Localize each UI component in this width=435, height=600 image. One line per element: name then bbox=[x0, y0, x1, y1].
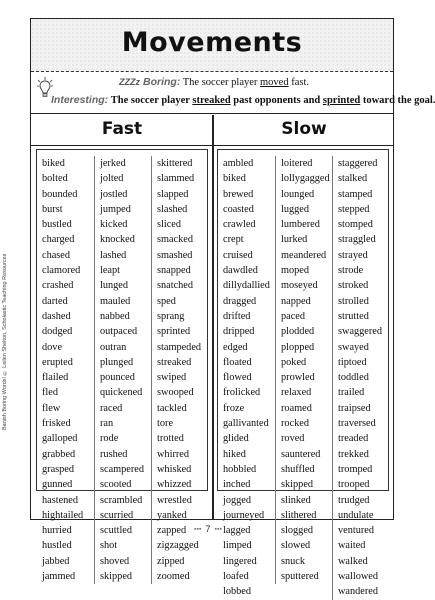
boring-label: Boring: bbox=[143, 76, 181, 88]
word-item: gallivanted bbox=[223, 418, 269, 430]
word-item: lingered bbox=[223, 555, 257, 567]
word-item: dodged bbox=[42, 326, 73, 338]
word-item: cruised bbox=[223, 249, 253, 261]
word-item: hobbled bbox=[223, 463, 257, 475]
word-item: wallowed bbox=[338, 571, 379, 583]
word-item: kicked bbox=[100, 219, 128, 231]
word-item: stomped bbox=[338, 219, 373, 231]
interesting-example bbox=[51, 94, 435, 106]
page-footer bbox=[0, 524, 416, 534]
word-item: trailed bbox=[338, 387, 365, 399]
word-item: frisked bbox=[42, 418, 71, 430]
word-item: undulate bbox=[338, 509, 374, 521]
word-item: crept bbox=[223, 234, 244, 246]
word-item: tromped bbox=[338, 463, 373, 475]
word-item: roamed bbox=[281, 402, 312, 414]
word-item: slashed bbox=[157, 203, 188, 215]
word-item: hastened bbox=[42, 494, 79, 506]
word-item: dragged bbox=[223, 295, 257, 307]
boring-word: moved bbox=[260, 77, 289, 88]
word-item: lashed bbox=[100, 249, 127, 261]
word-item: glided bbox=[223, 433, 249, 445]
word-item: shoved bbox=[100, 555, 130, 567]
word-item: biked bbox=[223, 173, 246, 185]
fast-column-1 bbox=[37, 156, 94, 584]
word-item: biked bbox=[42, 158, 65, 169]
word-item: swiped bbox=[157, 372, 187, 384]
word-item: scuttled bbox=[100, 525, 133, 537]
word-item: grabbed bbox=[42, 448, 76, 460]
word-item: inched bbox=[223, 479, 251, 491]
word-item: plunged bbox=[100, 356, 134, 368]
word-item: trudged bbox=[338, 494, 370, 506]
word-item: relaxed bbox=[281, 387, 312, 399]
word-item: burst bbox=[42, 203, 63, 215]
word-item: scurried bbox=[100, 509, 134, 521]
word-item: loitered bbox=[281, 158, 313, 169]
word-item: smashed bbox=[157, 249, 193, 261]
word-item: trekked bbox=[338, 448, 369, 460]
word-item: dripped bbox=[223, 326, 255, 338]
word-item: skipped bbox=[100, 571, 133, 583]
word-item: jolted bbox=[100, 173, 124, 185]
word-item: whizzed bbox=[157, 479, 192, 491]
word-item: sputtered bbox=[281, 571, 319, 583]
word-item: sliced bbox=[157, 219, 182, 231]
word-item: lagged bbox=[223, 525, 251, 537]
word-item: loafed bbox=[223, 571, 249, 583]
word-item: ran bbox=[100, 418, 114, 430]
fast-word-list bbox=[36, 149, 208, 583]
word-item: jabbed bbox=[42, 555, 70, 567]
word-item: roved bbox=[281, 433, 305, 445]
center-divider bbox=[212, 115, 214, 519]
word-item: poked bbox=[281, 356, 307, 368]
interesting-word-1: streaked bbox=[192, 95, 231, 106]
slow-heading: Slow bbox=[281, 119, 327, 139]
word-item: lugged bbox=[281, 203, 310, 215]
word-item: lunged bbox=[100, 280, 129, 292]
word-item: jerked bbox=[100, 158, 126, 169]
word-item: whirred bbox=[157, 448, 190, 460]
word-item: slinked bbox=[281, 494, 311, 506]
word-item: froze bbox=[223, 402, 245, 414]
word-item: dawdled bbox=[223, 265, 258, 277]
word-item: tore bbox=[157, 418, 174, 430]
word-item: lobbed bbox=[223, 586, 252, 598]
word-item: napped bbox=[281, 295, 311, 307]
word-item: jammed bbox=[42, 571, 76, 583]
example-sentences bbox=[31, 71, 435, 114]
fast-heading: Fast bbox=[101, 119, 143, 139]
word-item: gunned bbox=[42, 479, 73, 491]
word-item: ventured bbox=[338, 525, 375, 537]
word-item: flew bbox=[42, 402, 61, 414]
word-item: shuffled bbox=[281, 463, 315, 475]
word-item: pounced bbox=[100, 372, 135, 384]
word-item: slowed bbox=[281, 540, 311, 552]
boring-text: The soccer player bbox=[182, 77, 261, 88]
word-item: strutted bbox=[338, 310, 369, 322]
word-item: galloped bbox=[42, 433, 78, 445]
word-item: slammed bbox=[157, 173, 195, 185]
word-item: sped bbox=[157, 295, 176, 307]
word-item: swaggered bbox=[338, 326, 383, 338]
word-item: stepped bbox=[338, 203, 370, 215]
interesting-text: The soccer player bbox=[110, 95, 193, 106]
word-item: rushed bbox=[100, 448, 128, 460]
word-item: stalked bbox=[338, 173, 368, 185]
word-item: outpaced bbox=[100, 326, 138, 338]
word-item: swayed bbox=[338, 341, 369, 353]
word-item: erupted bbox=[42, 356, 73, 368]
word-item: plopped bbox=[281, 341, 315, 353]
word-item: lumbered bbox=[281, 219, 320, 231]
word-item: leapt bbox=[100, 265, 121, 277]
word-item: bustled bbox=[42, 219, 72, 231]
word-item: lollygagged bbox=[281, 173, 330, 185]
word-item: quickened bbox=[100, 387, 143, 399]
word-item: mauled bbox=[100, 295, 131, 307]
fast-column-2 bbox=[94, 156, 152, 584]
word-item: yanked bbox=[157, 509, 187, 521]
word-item: fled bbox=[42, 387, 59, 399]
word-item: prowled bbox=[281, 372, 315, 384]
word-item: hurried bbox=[42, 525, 72, 537]
word-item: strolled bbox=[338, 295, 369, 307]
word-item: rocked bbox=[281, 418, 310, 430]
word-item: hustled bbox=[42, 540, 72, 552]
interesting-text-end: toward the goal. bbox=[360, 95, 435, 106]
word-item: skipped bbox=[281, 479, 314, 491]
word-item: tiptoed bbox=[338, 356, 367, 368]
boring-example bbox=[119, 76, 309, 88]
word-item: nabbed bbox=[100, 310, 130, 322]
word-item: wrestled bbox=[157, 494, 192, 506]
word-item: grasped bbox=[42, 463, 75, 475]
word-item: darted bbox=[42, 295, 68, 307]
word-item: moseyed bbox=[281, 280, 318, 292]
word-item: trotted bbox=[157, 433, 184, 445]
word-item: bolted bbox=[42, 173, 68, 185]
word-item: lurked bbox=[281, 234, 308, 246]
word-item: zapped bbox=[157, 525, 187, 537]
word-item: meandered bbox=[281, 249, 327, 261]
footer-ornament-right: ▪▪▪ bbox=[214, 526, 222, 534]
word-item: hiked bbox=[223, 448, 246, 460]
word-item: snapped bbox=[157, 265, 191, 277]
word-item: charged bbox=[42, 234, 75, 246]
word-item: dove bbox=[42, 341, 63, 353]
word-item: bounded bbox=[42, 188, 78, 200]
word-item: flailed bbox=[42, 372, 69, 384]
boring-text-end: fast. bbox=[288, 77, 310, 88]
word-item: waited bbox=[338, 540, 366, 552]
word-item: paced bbox=[281, 310, 306, 322]
word-item: sprinted bbox=[157, 326, 191, 338]
interesting-word-2: sprinted bbox=[322, 95, 361, 106]
word-item: clamored bbox=[42, 265, 81, 277]
word-item: flowed bbox=[223, 372, 252, 384]
word-item: jogged bbox=[223, 494, 252, 506]
word-item: snatched bbox=[157, 280, 194, 292]
word-item: hightailed bbox=[42, 509, 84, 521]
word-item: crawled bbox=[223, 219, 256, 231]
page-title: Movements bbox=[121, 27, 303, 58]
zzz-icon: ZZZz bbox=[119, 77, 140, 87]
word-item: scampered bbox=[100, 463, 145, 475]
word-item: sauntered bbox=[281, 448, 321, 460]
word-item: plodded bbox=[281, 326, 315, 338]
word-item: scooted bbox=[100, 479, 132, 491]
word-item: knocked bbox=[100, 234, 135, 246]
word-item: dashed bbox=[42, 310, 71, 322]
word-item: snuck bbox=[281, 555, 306, 567]
word-item: straggled bbox=[338, 234, 376, 246]
word-item: drifted bbox=[223, 310, 251, 322]
word-item: scrambled bbox=[100, 494, 143, 506]
word-item: zoomed bbox=[157, 571, 190, 583]
interesting-text-mid: past opponents and bbox=[230, 95, 323, 106]
word-item: whisked bbox=[157, 463, 192, 475]
word-item: walked bbox=[338, 555, 368, 567]
word-item: stamped bbox=[338, 188, 373, 200]
word-item: trooped bbox=[338, 479, 370, 491]
word-item: streaked bbox=[157, 356, 192, 368]
word-item: swooped bbox=[157, 387, 194, 399]
word-item: limped bbox=[223, 540, 252, 552]
fast-column-3 bbox=[151, 156, 209, 584]
word-item: sprang bbox=[157, 310, 185, 322]
word-item: slithered bbox=[281, 509, 317, 521]
word-item: wandered bbox=[338, 586, 379, 598]
word-item: journeyed bbox=[223, 509, 265, 521]
worksheet-frame bbox=[30, 18, 435, 598]
word-item: ambled bbox=[223, 158, 254, 169]
word-item: slogged bbox=[281, 525, 314, 537]
word-item: traipsed bbox=[338, 402, 371, 414]
word-item: coasted bbox=[223, 203, 254, 215]
word-item: crashed bbox=[42, 280, 74, 292]
slow-column-2 bbox=[275, 156, 333, 584]
word-item: toddled bbox=[338, 372, 369, 384]
slow-word-list bbox=[217, 149, 389, 598]
word-item: edged bbox=[223, 341, 248, 353]
word-item: moped bbox=[281, 265, 310, 277]
word-item: strode bbox=[338, 265, 364, 277]
title-band bbox=[31, 19, 393, 72]
word-item: lounged bbox=[281, 188, 315, 200]
page-number: 7 bbox=[205, 524, 211, 534]
word-item: floated bbox=[223, 356, 252, 368]
word-item: outran bbox=[100, 341, 127, 353]
word-item: raced bbox=[100, 402, 123, 414]
copyright-credit: Banish Boring Words! © Leilen Shelton, Scholastic Teaching Resources bbox=[2, 253, 8, 430]
word-item: brewed bbox=[223, 188, 254, 200]
word-item: smacked bbox=[157, 234, 194, 246]
interesting-label: Interesting: bbox=[51, 94, 109, 106]
word-item: jostled bbox=[100, 188, 128, 200]
word-item: staggered bbox=[338, 158, 378, 169]
word-item: dillydallied bbox=[223, 280, 270, 292]
word-item: shot bbox=[100, 540, 118, 552]
word-item: frolicked bbox=[223, 387, 261, 399]
word-item: jumped bbox=[100, 203, 131, 215]
word-item: chased bbox=[42, 249, 71, 261]
word-item: treaded bbox=[338, 433, 369, 445]
word-item: tackled bbox=[157, 402, 187, 414]
word-item: zigzagged bbox=[157, 540, 199, 552]
footer-ornament-left: ▪▪▪ bbox=[194, 526, 202, 534]
word-item: rode bbox=[100, 433, 119, 445]
word-item: traversed bbox=[338, 418, 376, 430]
word-item: skittered bbox=[157, 158, 193, 169]
word-item: slapped bbox=[157, 188, 189, 200]
word-item: zipped bbox=[157, 555, 185, 567]
word-item: stroked bbox=[338, 280, 369, 292]
word-item: stampeded bbox=[157, 341, 202, 353]
word-item: strayed bbox=[338, 249, 368, 261]
